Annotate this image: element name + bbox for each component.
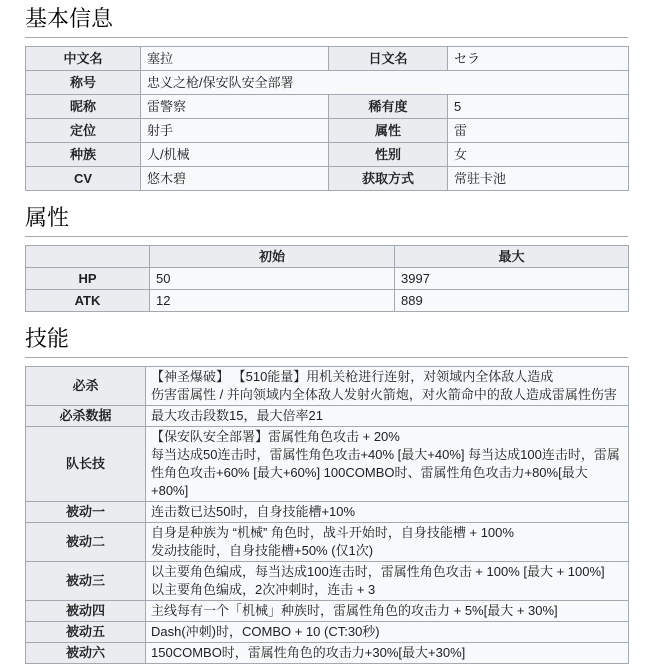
skill-desc-passive-5 (146, 622, 629, 643)
field-label-element: 属性 (329, 119, 448, 143)
skill-text-line: 发动技能时，自身技能槽+50% (仅1次) (151, 543, 374, 558)
skill-text-line: 以主要角色编成，每当达成100连击时，雷属性角色攻击 + 100% [最大 + 100%] (151, 564, 605, 579)
skill-text-line: 主线每有一个「机械」种族时，雷属性角色的攻击力 + 5%[最大 + 30%] (151, 603, 558, 618)
attr-column-initial: 初始 (150, 246, 395, 268)
table-row (26, 643, 629, 664)
attr-corner-cell (26, 246, 150, 268)
attr-hp-max: 3997 (395, 268, 629, 290)
skill-label-passive-1: 被动一 (26, 502, 146, 523)
section-basic-info (25, 4, 628, 191)
field-label-chinese-name: 中文名 (26, 47, 141, 71)
table-row (26, 562, 629, 601)
section-attributes (25, 203, 628, 312)
field-value-acquisition: 常驻卡池 (448, 167, 629, 191)
skill-label-passive-6: 被动六 (26, 643, 146, 664)
attributes-table (25, 245, 629, 312)
skill-desc-leader (146, 427, 629, 502)
field-value-japanese-name: セラ (448, 47, 629, 71)
table-row (26, 71, 629, 95)
table-row (26, 502, 629, 523)
table-row (26, 119, 629, 143)
table-row (26, 622, 629, 643)
skill-text-line: 自身是种族为 “机械” 角色时，战斗开始时，自身技能槽 + 100% (151, 525, 514, 540)
field-label-race: 种族 (26, 143, 141, 167)
basic-info-table (25, 46, 629, 191)
attr-atk-max: 889 (395, 290, 629, 312)
skill-label-ultimate-data: 必杀数据 (26, 406, 146, 427)
field-label-cv: CV (26, 167, 141, 191)
skill-desc-passive-6 (146, 643, 629, 664)
skill-desc-ultimate-data (146, 406, 629, 427)
attr-atk-initial: 12 (150, 290, 395, 312)
table-row (26, 143, 629, 167)
attr-column-max: 最大 (395, 246, 629, 268)
attributes-heading: 属性 (25, 203, 628, 237)
table-row (26, 167, 629, 191)
skill-desc-passive-3 (146, 562, 629, 601)
skill-text-line: Dash(冲刺)时，COMBO + 10 (CT:30秒) (151, 624, 380, 639)
skill-label-ultimate: 必杀 (26, 367, 146, 406)
field-value-cv: 悠木碧 (141, 167, 329, 191)
attr-label-atk: ATK (26, 290, 150, 312)
skill-text-line: 最大攻击段数15，最大倍率21 (151, 408, 323, 423)
field-label-acquisition: 获取方式 (329, 167, 448, 191)
field-label-rarity: 稀有度 (329, 95, 448, 119)
field-label-role: 定位 (26, 119, 141, 143)
field-label-gender: 性别 (329, 143, 448, 167)
skill-text-line: 伤害雷属性 / 并向领域内全体敌人发射火箭炮，对火箭命中的敌人造成雷属性伤害 (151, 387, 617, 402)
table-row (26, 601, 629, 622)
section-skills (25, 324, 628, 664)
skill-label-passive-2: 被动二 (26, 523, 146, 562)
field-value-nickname: 雷警察 (141, 95, 329, 119)
skill-text-line: 连击数已达50时，自身技能槽+10% (151, 504, 356, 519)
skill-text-line: 150COMBO时，雷属性角色的攻击力+30%[最大+30%] (151, 645, 466, 660)
skill-label-leader: 队长技 (26, 427, 146, 502)
skill-label-passive-5: 被动五 (26, 622, 146, 643)
skill-text-line: 【保安队安全部署】雷属性角色攻击 + 20% (151, 429, 400, 444)
skill-desc-passive-1 (146, 502, 629, 523)
table-row (26, 47, 629, 71)
field-value-rarity: 5 (448, 95, 629, 119)
field-value-gender: 女 (448, 143, 629, 167)
skill-desc-ultimate (146, 367, 629, 406)
field-value-title: 忠义之枪/保安队安全部署 (141, 71, 629, 95)
attr-label-hp: HP (26, 268, 150, 290)
table-row (26, 367, 629, 406)
skill-desc-passive-4 (146, 601, 629, 622)
table-row (26, 523, 629, 562)
field-value-role: 射手 (141, 119, 329, 143)
field-label-japanese-name: 日文名 (329, 47, 448, 71)
table-row (26, 406, 629, 427)
attr-hp-initial: 50 (150, 268, 395, 290)
table-row (26, 95, 629, 119)
skill-text-line: 【神圣爆破】 【510能量】用机关枪进行连射，对领域内全体敌人造成 (151, 369, 554, 384)
table-row (26, 290, 629, 312)
table-header-row (26, 246, 629, 268)
basic-info-heading: 基本信息 (25, 4, 628, 38)
skill-label-passive-3: 被动三 (26, 562, 146, 601)
table-row (26, 268, 629, 290)
field-label-title: 称号 (26, 71, 141, 95)
field-label-nickname: 昵称 (26, 95, 141, 119)
skills-heading: 技能 (25, 324, 628, 358)
field-value-element: 雷 (448, 119, 629, 143)
skill-desc-passive-2 (146, 523, 629, 562)
field-value-chinese-name: 塞拉 (141, 47, 329, 71)
skill-label-passive-4: 被动四 (26, 601, 146, 622)
table-row (26, 427, 629, 502)
skill-text-line: 以主要角色编成，2次冲刺时，连击 + 3 (151, 582, 376, 597)
skill-text-line: 每当达成50连击时，雷属性角色攻击+40% [最大+40%] 每当达成100连击时，雷属性角色攻击+60% [最大+60%] 100COMBO时、雷属性角色攻击力+80%[最大 +80%] (151, 447, 620, 498)
field-value-race: 人/机械 (141, 143, 329, 167)
skills-table (25, 366, 629, 664)
